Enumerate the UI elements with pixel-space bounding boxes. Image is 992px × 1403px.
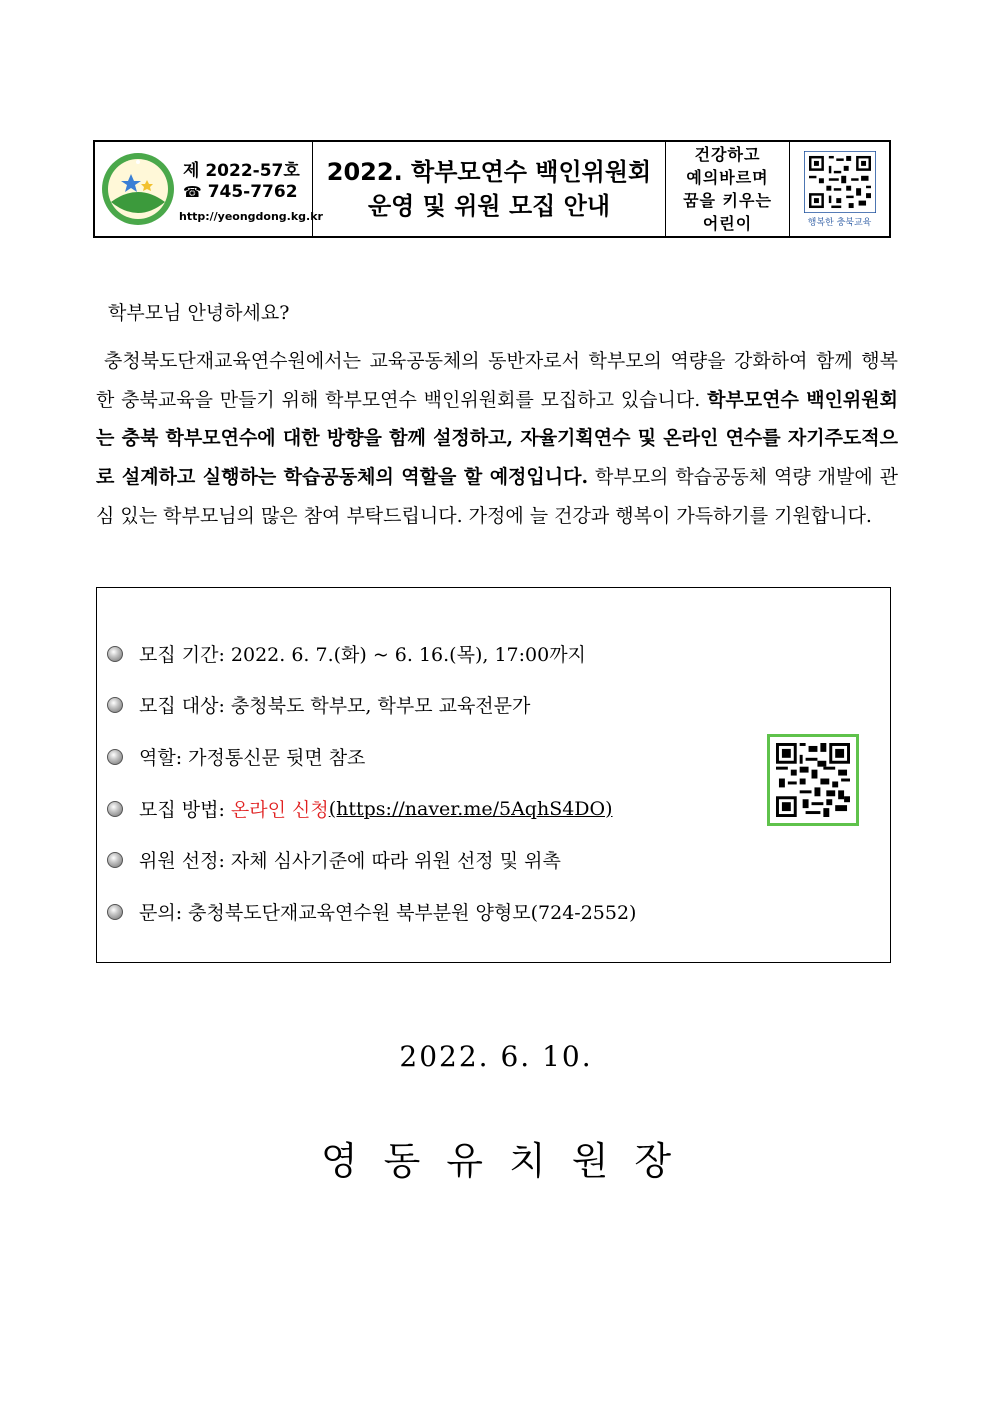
- motto-line: 꿈을 키우는: [683, 191, 772, 210]
- issue-date: 2022. 6. 10.: [399, 1040, 593, 1073]
- bullet-icon: [107, 801, 123, 817]
- title-cell: [313, 142, 666, 236]
- motto-line: 어린이: [702, 214, 753, 233]
- motto-line: 건강하고: [694, 145, 761, 164]
- list-item: [107, 743, 365, 770]
- list-item: [107, 795, 613, 822]
- list-item: [107, 691, 530, 718]
- paragraph-outro: 학부모의 학습공동체 역량 개발에 관심 있는 학부모님의 많은 참여 부탁드립니다. 가정에 늘 건강과 행복이 가득하기를 기원합니다.: [96, 466, 898, 527]
- header-table: [93, 140, 891, 238]
- phone-number-line: [183, 182, 298, 202]
- phone-icon: ☎: [183, 183, 202, 201]
- qr-cell: [790, 142, 889, 236]
- apply-link[interactable]: (https://naver.me/5AqhS4DO): [328, 797, 613, 820]
- motto-line: 예의바르며: [686, 168, 769, 187]
- website-url[interactable]: http://yeongdong.kg.kr: [179, 210, 323, 223]
- phone-number: 745-7762: [207, 182, 298, 202]
- list-item: [107, 846, 561, 873]
- bullet-icon: [107, 904, 123, 920]
- online-apply-text: 온라인 신청: [230, 799, 329, 821]
- recruit-target: 모집 대상: 충청북도 학부모, 학부모 교육전문가: [139, 695, 531, 717]
- bullet-icon: [107, 749, 123, 765]
- header-info-cell: [95, 142, 323, 236]
- method-label: 모집 방법:: [139, 799, 231, 821]
- list-item: [107, 640, 586, 667]
- paragraph-intro: 충청북도단재교육연수원에서는 교육공동체의 동반자로서 학부모의 역량을 강화하여 함께 행복한 충북교육을 만들기 위해 학부모연수 백인위원회를 모집하고 있습니다.: [96, 350, 898, 411]
- info-box: [96, 587, 891, 963]
- qr-code[interactable]: [767, 734, 859, 826]
- brand-logo: 행복한 충북교육: [807, 217, 872, 228]
- selection-info: 위원 선정: 자체 심사기준에 따라 위원 선정 및 위촉: [139, 850, 561, 872]
- qr-code[interactable]: [804, 151, 876, 213]
- bullet-icon: [107, 852, 123, 868]
- bullet-icon: [107, 646, 123, 662]
- paragraph-bold: 학부모연수 백인위원회는 충북 학부모연수에 대한 방향을 함께 설정하고, 자율기획연수 및 온라인 연수를 자기주도적으로 설계하고 실행하는 학습공동체의 역할을 할 예정입니다.: [96, 388, 898, 489]
- contact-info: 문의: 충청북도단재교육연수원 북부분원 양형모(724-2552): [139, 902, 637, 924]
- signature: 영동유치원장: [320, 1139, 698, 1183]
- qr-code-graphic: [776, 743, 850, 817]
- document-title-line2: 운영 및 위원 모집 안내: [367, 192, 611, 220]
- recruit-period: 모집 기간: 2022. 6. 7.(화) ~ 6. 16.(목), 17:00까지: [139, 644, 586, 666]
- list-item: [107, 898, 636, 925]
- bullet-icon: [107, 697, 123, 713]
- document-title-line1: 2022. 학부모연수 백인위원회: [326, 158, 652, 186]
- kindergarten-logo: [101, 152, 175, 226]
- issue-number: 제 2022-57호: [183, 161, 300, 181]
- motto-cell: [666, 142, 790, 236]
- greeting: 학부모님 안녕하세요?: [108, 302, 290, 324]
- body-paragraph: [96, 342, 898, 536]
- role-info: 역할: 가정통신문 뒷면 참조: [139, 747, 366, 769]
